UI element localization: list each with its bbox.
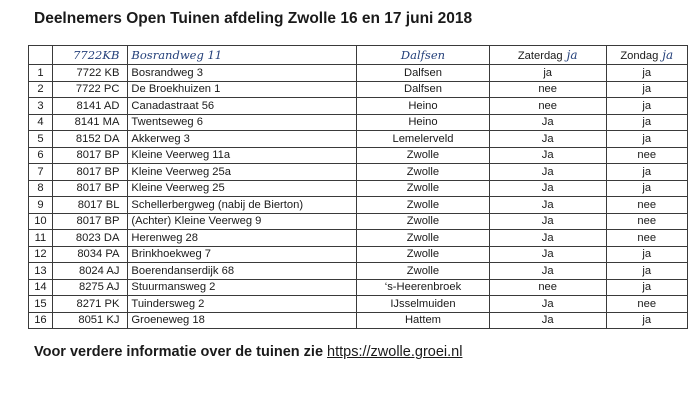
header-num	[29, 46, 53, 65]
zaterdag-cell: nee	[489, 81, 606, 98]
row-num: 14	[29, 279, 53, 296]
place-cell: Zwolle	[357, 246, 490, 263]
postcode-cell: 8141 MA	[52, 114, 128, 131]
place-cell: Lemelerveld	[357, 131, 490, 148]
zondag-cell: ja	[606, 246, 687, 263]
header-postcode-handwritten: 7722KB	[52, 46, 128, 65]
header-zaterdag	[489, 46, 606, 65]
table-row	[29, 246, 688, 263]
zondag-cell: nee	[606, 147, 687, 164]
postcode-cell: 7722 PC	[52, 81, 128, 98]
postcode-cell: 8141 AD	[52, 98, 128, 115]
street-cell: Tuindersweg 2	[128, 296, 357, 313]
zaterdag-cell: Ja	[489, 114, 606, 131]
street-cell: Kleine Veerweg 25a	[128, 164, 357, 181]
place-cell: Heino	[357, 98, 490, 115]
zondag-cell: ja	[606, 98, 687, 115]
zaterdag-cell: Ja	[489, 263, 606, 280]
header-zondag	[606, 46, 687, 65]
place-cell: Heino	[357, 114, 490, 131]
row-num: 4	[29, 114, 53, 131]
zondag-cell: ja	[606, 279, 687, 296]
row-num: 10	[29, 213, 53, 230]
table-row	[29, 180, 688, 197]
header-place-handwritten: Dalfsen	[357, 46, 490, 65]
table-row	[29, 114, 688, 131]
zaterdag-cell: Ja	[489, 312, 606, 329]
street-cell: Schellerbergweg (nabij de Bierton)	[128, 197, 357, 214]
table-row	[29, 213, 688, 230]
zaterdag-cell: Ja	[489, 180, 606, 197]
table-header-row	[29, 46, 688, 65]
street-cell: De Broekhuizen 1	[128, 81, 357, 98]
place-cell: Hattem	[357, 312, 490, 329]
table-row	[29, 296, 688, 313]
street-cell: (Achter) Kleine Veerweg 9	[128, 213, 357, 230]
zondag-cell: ja	[606, 164, 687, 181]
header-zondag-handwritten: ja	[662, 48, 674, 62]
zondag-cell: ja	[606, 180, 687, 197]
street-cell: Akkerweg 3	[128, 131, 357, 148]
postcode-cell: 8051 KJ	[52, 312, 128, 329]
street-cell: Boerendanserdijk 68	[128, 263, 357, 280]
zondag-cell: ja	[606, 131, 687, 148]
table-row	[29, 147, 688, 164]
place-cell: Zwolle	[357, 164, 490, 181]
zaterdag-cell: Ja	[489, 246, 606, 263]
postcode-cell: 8271 PK	[52, 296, 128, 313]
zondag-cell: ja	[606, 114, 687, 131]
zondag-cell: nee	[606, 296, 687, 313]
place-cell: Zwolle	[357, 180, 490, 197]
street-cell: Bosrandweg 3	[128, 65, 357, 82]
row-num: 15	[29, 296, 53, 313]
postcode-cell: 8034 PA	[52, 246, 128, 263]
zaterdag-cell: ja	[489, 65, 606, 82]
table-row	[29, 65, 688, 82]
place-cell: Zwolle	[357, 213, 490, 230]
header-zaterdag-handwritten: ja	[566, 48, 578, 62]
street-cell: Groeneweg 18	[128, 312, 357, 329]
postcode-cell: 8017 BL	[52, 197, 128, 214]
zaterdag-cell: Ja	[489, 230, 606, 247]
table-row	[29, 81, 688, 98]
street-cell: Twentseweg 6	[128, 114, 357, 131]
postcode-cell: 8024 AJ	[52, 263, 128, 280]
postcode-cell: 8152 DA	[52, 131, 128, 148]
header-zondag-label: Zondag	[620, 50, 659, 62]
row-num: 3	[29, 98, 53, 115]
zaterdag-cell: Ja	[489, 197, 606, 214]
zaterdag-cell: Ja	[489, 131, 606, 148]
table-row	[29, 98, 688, 115]
zondag-cell: ja	[606, 263, 687, 280]
zondag-cell: ja	[606, 81, 687, 98]
table-row	[29, 131, 688, 148]
zaterdag-cell: Ja	[489, 296, 606, 313]
place-cell: Zwolle	[357, 197, 490, 214]
row-num: 1	[29, 65, 53, 82]
postcode-cell: 7722 KB	[52, 65, 128, 82]
header-street-handwritten: Bosrandweg 11	[128, 46, 357, 65]
place-cell: Zwolle	[357, 230, 490, 247]
row-num: 16	[29, 312, 53, 329]
postcode-cell: 8017 BP	[52, 164, 128, 181]
header-zaterdag-label: Zaterdag	[517, 50, 563, 62]
row-num: 5	[29, 131, 53, 148]
zaterdag-cell: Ja	[489, 213, 606, 230]
postcode-cell: 8017 BP	[52, 180, 128, 197]
postcode-cell: 8275 AJ	[52, 279, 128, 296]
table-row	[29, 263, 688, 280]
page-title: Deelnemers Open Tuinen afdeling Zwolle 16 en 17 juni 2018	[34, 10, 473, 27]
zaterdag-cell: Ja	[489, 147, 606, 164]
row-num: 13	[29, 263, 53, 280]
table-row	[29, 197, 688, 214]
postcode-cell: 8023 DA	[52, 230, 128, 247]
zondag-cell: ja	[606, 65, 687, 82]
row-num: 11	[29, 230, 53, 247]
street-cell: Herenweg 28	[128, 230, 357, 247]
street-cell: Brinkhoekweg 7	[128, 246, 357, 263]
place-cell: Zwolle	[357, 147, 490, 164]
table-row	[29, 230, 688, 247]
table-row	[29, 279, 688, 296]
row-num: 12	[29, 246, 53, 263]
zaterdag-cell: nee	[489, 98, 606, 115]
table-row	[29, 312, 688, 329]
row-num: 8	[29, 180, 53, 197]
row-num: 6	[29, 147, 53, 164]
zondag-cell: nee	[606, 213, 687, 230]
zondag-cell: nee	[606, 197, 687, 214]
zondag-cell: nee	[606, 230, 687, 247]
postcode-cell: 8017 BP	[52, 213, 128, 230]
street-cell: Canadastraat 56	[128, 98, 357, 115]
zaterdag-cell: nee	[489, 279, 606, 296]
street-cell: Kleine Veerweg 11a	[128, 147, 357, 164]
place-cell: IJsselmuiden	[357, 296, 490, 313]
street-cell: Kleine Veerweg 25	[128, 180, 357, 197]
footer-info	[34, 344, 462, 360]
place-cell: ‘s-Heerenbroek	[357, 279, 490, 296]
row-num: 2	[29, 81, 53, 98]
zaterdag-cell: Ja	[489, 164, 606, 181]
footer-link[interactable]: https://zwolle.groei.nl	[327, 344, 463, 360]
zondag-cell: ja	[606, 312, 687, 329]
participants-table	[28, 45, 688, 329]
street-cell: Stuurmansweg 2	[128, 279, 357, 296]
place-cell: Zwolle	[357, 263, 490, 280]
table-row	[29, 164, 688, 181]
row-num: 7	[29, 164, 53, 181]
row-num: 9	[29, 197, 53, 214]
postcode-cell: 8017 BP	[52, 147, 128, 164]
place-cell: Dalfsen	[357, 81, 490, 98]
place-cell: Dalfsen	[357, 65, 490, 82]
footer-text: Voor verdere informatie over de tuinen zie	[34, 344, 328, 360]
